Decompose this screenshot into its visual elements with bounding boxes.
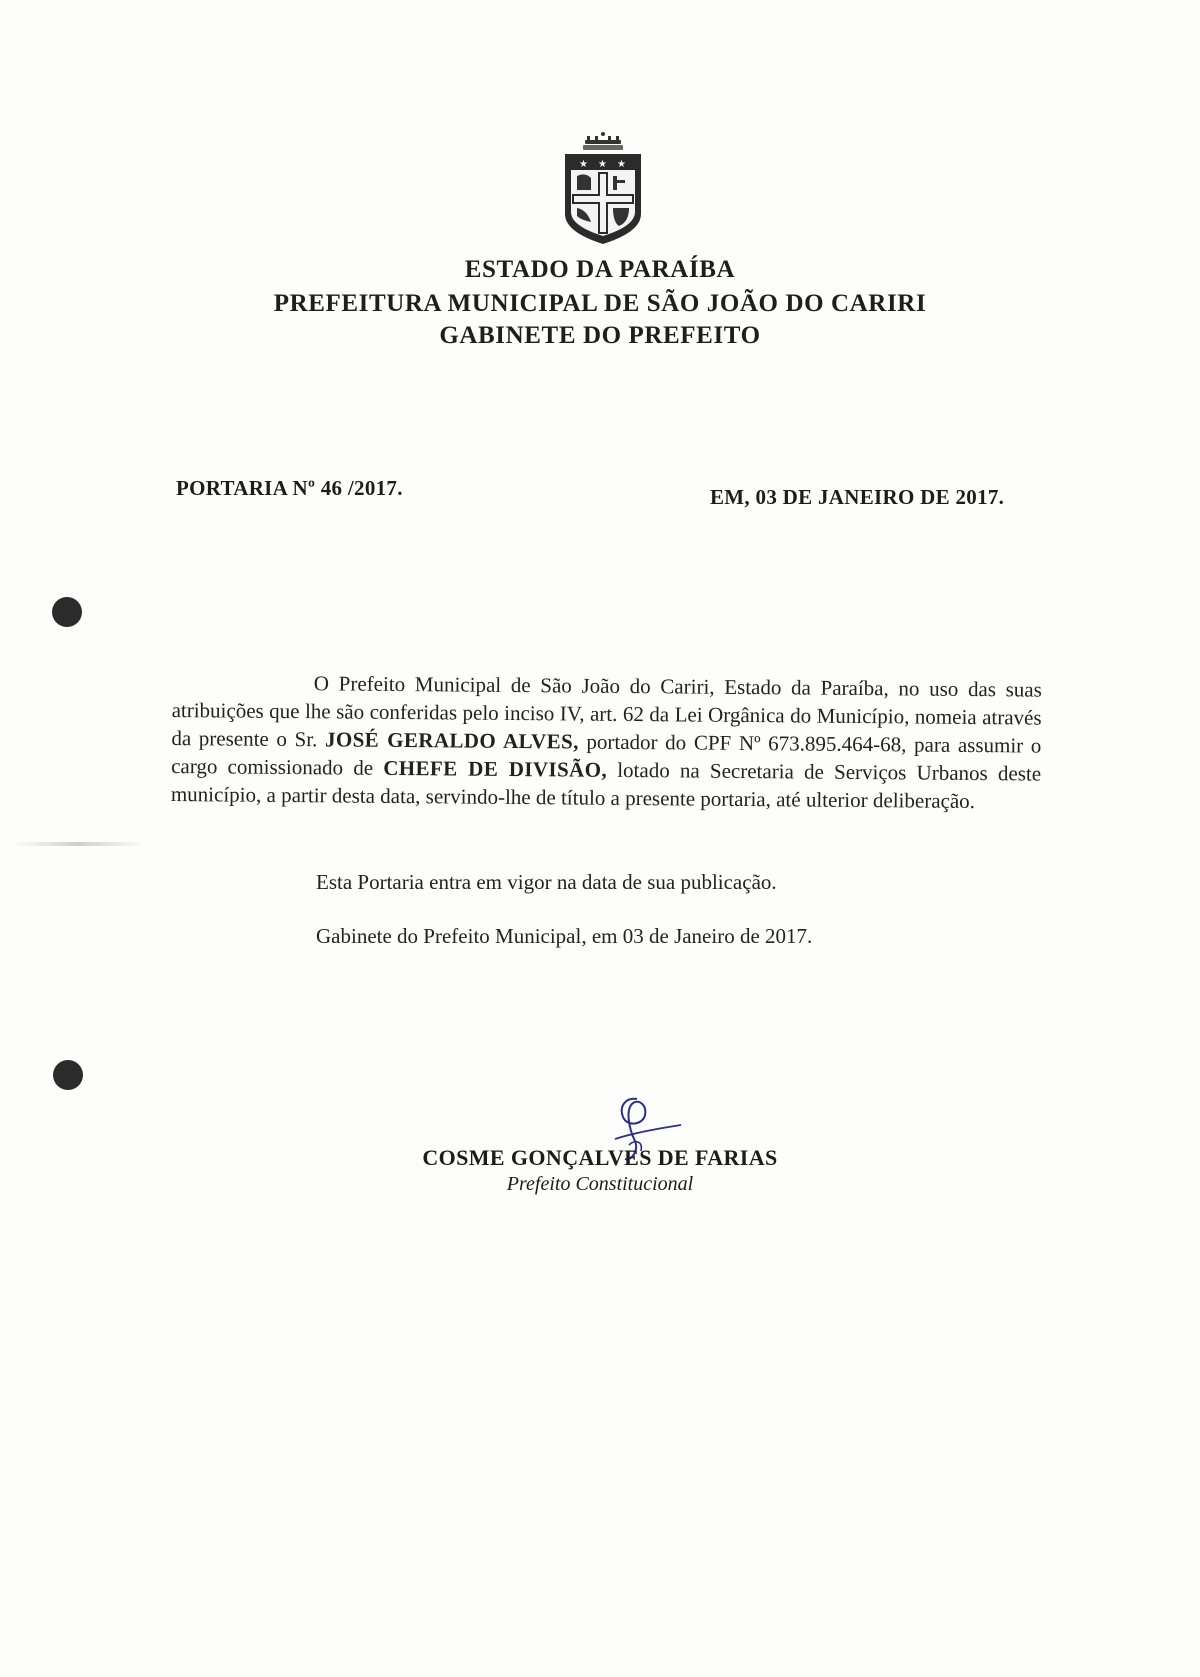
issued-at-paragraph: Gabinete do Prefeito Municipal, em 03 de Janeiro de 2017. [316, 924, 813, 948]
coat-of-arms-icon [555, 128, 651, 248]
signer-title: Prefeito Constitucional [506, 1173, 694, 1195]
portaria-number: PORTARIA Nº 46 /2017. [176, 476, 403, 500]
svg-text:★: ★ [598, 159, 607, 170]
effective-date-paragraph: Esta Portaria entra em vigor na data de sua publicação. [316, 870, 777, 894]
header-state: ESTADO DA PARAÍBA [464, 256, 736, 283]
paragraph-text-intro: O Prefeito Municipal de São João do Cariri, Estado da Paraíba, no uso das suas atribuições que lhe são conferidas pelo inciso IV, art. 62 da Lei Orgânica do Município, nomeia através da presente o Sr. [171, 671, 1042, 752]
main-paragraph [171, 668, 1042, 816]
signer-name: COSME GONÇALVES DE FARIAS [422, 1145, 778, 1170]
header-office: GABINETE DO PREFEITO [439, 322, 761, 349]
appointed-role: CHEFE DE DIVISÃO, [383, 755, 608, 782]
scan-smudge [14, 842, 144, 846]
portaria-date: EM, 03 DE JANEIRO DE 2017. [710, 485, 1005, 509]
paragraph-text-closing: lotado na Secretaria de Serviços Urbanos deste município, a partir desta data, servindo-lhe de título a presente portaria, até ulterior deliberação. [170, 757, 1042, 814]
punch-hole-top [52, 597, 82, 627]
svg-text:★: ★ [579, 159, 588, 170]
handwritten-signature [585, 1095, 685, 1185]
appointee-name: JOSÉ GERALDO ALVES, [324, 727, 579, 754]
punch-hole-bottom [53, 1060, 83, 1090]
svg-text:★: ★ [617, 159, 626, 170]
header-prefecture: PREFEITURA MUNICIPAL DE SÃO JOÃO DO CARIRI [273, 290, 927, 317]
paragraph-text-cpf: portador do CPF Nº 673.895.464-68, para assumir o cargo comissionado de [171, 729, 1042, 780]
